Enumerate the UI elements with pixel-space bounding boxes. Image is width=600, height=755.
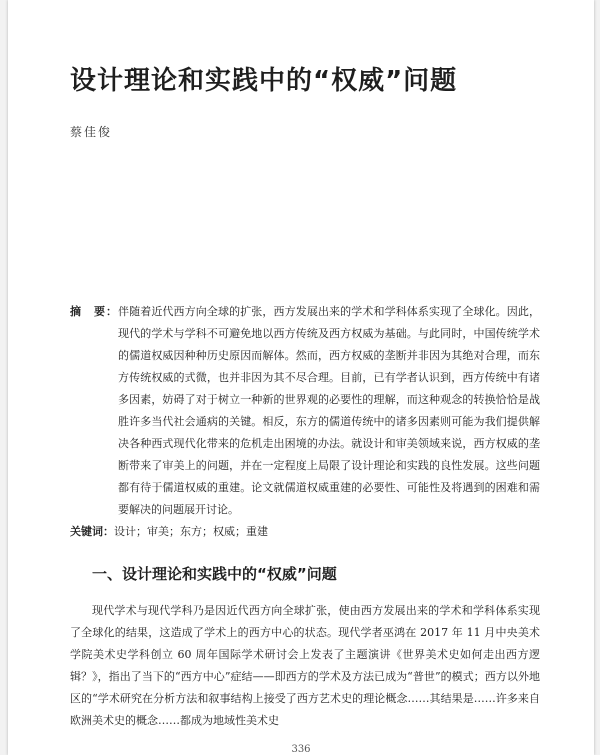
body-paragraph: 现代学术与现代学科乃是因近代西方向全球扩张，使由西方发展出来的学术和学科体系实现了全球化的结果，这造成了学术上的西方中心的状态。现代学者巫鸿在 2017 年 11 月中央美术学院美术史学科创立 60 周年国际学术研讨会上发表了主题演讲《世界美术史如何走出西方逻辑？》，指出了当下的“西方中心”症结——即西方的学术及方法已成为“普世”的模式；西方以外地区的“学术研究在分析方法和叙事结构上接受了西方艺术史的理论概念……其结果是……许多来自欧洲美术史的概念……都成为地域性美术史 [70,604,540,727]
section-heading: 一、设计理论和实践中的“权威”问题 [92,565,337,583]
keywords-label: 关键词： [70,525,114,538]
article-title: 设计理论和实践中的“权威”问题 [70,66,458,96]
keywords-text: 设计；审美；东方；权威；重建 [114,525,268,538]
page-number: 336 [291,744,311,755]
abstract-text: 伴随着近代西方向全球的扩张，西方发展出来的学术和学科体系实现了全球化。因此，现代的学术与学科不可避免地以西方传统及西方权威为基础。与此同时，中国传统学术的儒道权威因种种历史原因而解体。然而，西方权威的垄断并非因为其绝对合理，而东方传统权威的式微，也并非因为其不尽合理。目前，已有学者认识到，西方传统中有诸多因素，妨碍了对于树立一种新的世界观的必要性的理解，而这种观念的转换恰恰是战胜许多当代社会通病的关键。相反，东方的儒道传统中的诸多因素则可能为我们提供解决各种西式现代化带来的危机走出困境的办法。就设计和审美领域来说，西方权威的垄断带来了审美上的问题，并在一定程度上局限了设计理论和实践的良性发展。这些问题都有待于儒道权威的重建。论文就儒道权威重建的必要性、可能性及将遇到的困难和需要解决的问题展开讨论。 [118,305,540,516]
abstract-block [70,301,540,543]
keywords-row [70,521,540,543]
abstract-label: 摘 要： [70,305,118,318]
paper-page [8,0,594,755]
article-author: 蔡佳俊 [70,125,113,139]
abstract-row [70,301,540,521]
